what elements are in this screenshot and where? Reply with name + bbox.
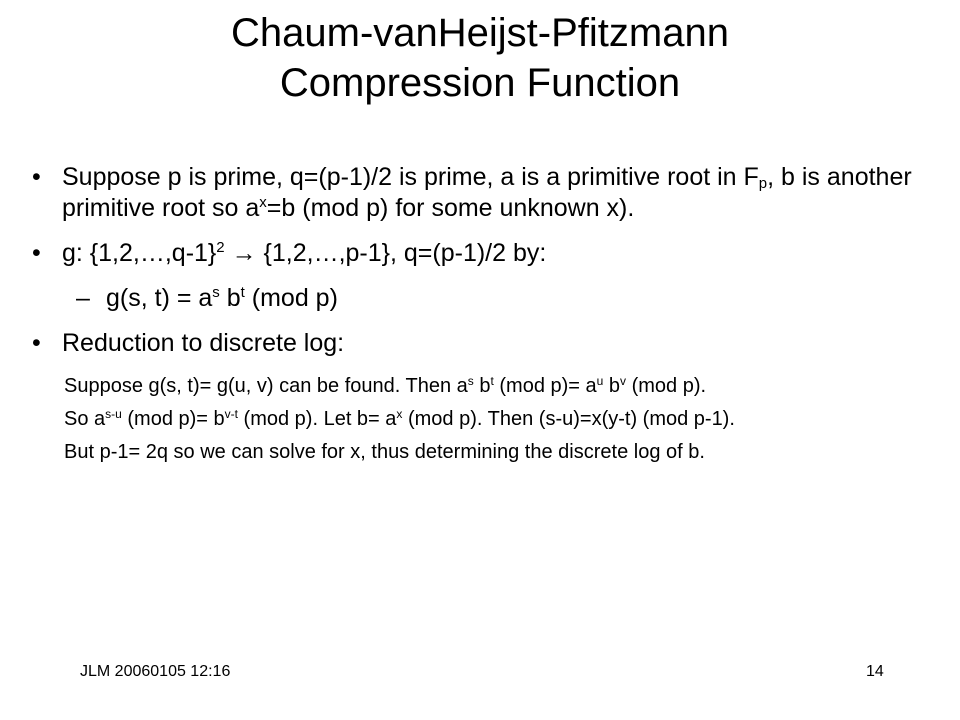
detail-paragraph-3: But p-1= 2q so we can solve for x, thus determining the discrete log of b.: [64, 441, 705, 463]
bullet-item-2: [32, 238, 932, 269]
bullet-item-1: [32, 162, 932, 224]
slide-body: [32, 162, 932, 472]
bullet-icon: •: [32, 163, 41, 191]
sub-bullet-text: g(s, $t) = a^s$ $b^t$ (mod p): [106, 284, 338, 312]
bullet-1-text: Suppose p is prime, q=(p-1)/2 is prime, a is a primitive root in $F_p$, b is another primitive root so $a^x=b$ (mod p) for some unknown x).: [62, 163, 912, 222]
arrow-icon: →: [224, 239, 264, 267]
bullet-item-3: [32, 328, 932, 359]
title-line-1: Chaum-vanHeijst-Pfitzmann: [231, 11, 729, 55]
title-line-2: Compression Function: [279, 61, 681, 105]
bullet-icon: •: [32, 239, 41, 267]
dash-icon: –: [76, 284, 90, 312]
slide-title: [0, 8, 960, 108]
page-number: 14: [866, 663, 884, 680]
bullet-2-text: g: {1,2,…,q-1}$^2$ → {1,2,…,p-1}, q=(p-1)/2 by:: [62, 239, 547, 267]
detail-paragraph-2: So $a^{s-u}$ (mod $p)= b^{v-t}$ (mod p). Let $b= a^x$ (mod p). Then (s-u)=x(y-t) (mod p-1).: [64, 406, 735, 430]
bullet-icon: •: [32, 329, 41, 357]
detail-paragraph-1: Suppose g(s, t)= g(u, v) can be found. Then $a^s$ $b^t$ (mod $p)= a^u$ $b^v$ (mod p).: [64, 373, 707, 397]
bullet-3-text: Reduction to discrete log:: [62, 329, 345, 357]
sub-bullet-item: [32, 283, 932, 314]
footer-date: JLM 20060105 12:16: [80, 663, 231, 680]
